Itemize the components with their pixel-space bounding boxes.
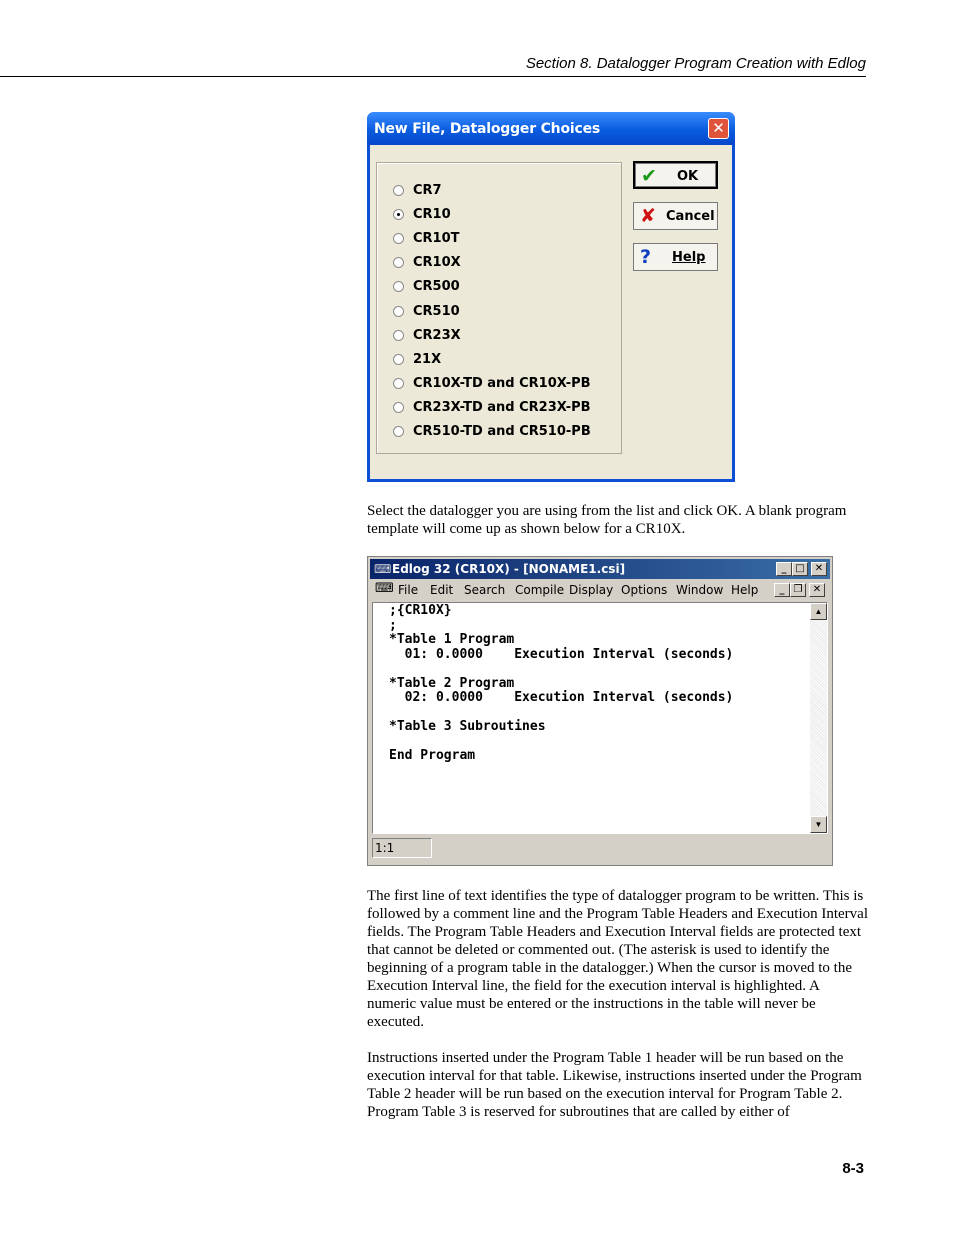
doc-keyboard-icon: ⌨ <box>375 581 394 596</box>
code-line: ; <box>389 617 397 633</box>
status-bar <box>372 838 828 860</box>
edlog-title: Edlog 32 (CR10X) - [NONAME1.csi] <box>392 562 626 576</box>
radio-label: CR510-TD and CR510-PB <box>413 424 591 439</box>
doc-minimize-icon[interactable]: _ <box>774 583 790 597</box>
radio-selected-icon[interactable] <box>393 209 404 220</box>
radio-icon[interactable] <box>393 378 404 389</box>
radio-label: CR10X <box>413 255 461 270</box>
dialog-client-area <box>370 145 732 479</box>
radio-label: CR510 <box>413 304 460 319</box>
radio-icon[interactable] <box>393 185 404 196</box>
menu-bar <box>370 580 830 600</box>
edlog-window <box>367 556 833 866</box>
close-icon[interactable]: ✕ <box>708 118 729 139</box>
radio-option-21x[interactable] <box>393 352 441 370</box>
code-line: 01: 0.0000 Execution Interval (seconds) <box>389 646 734 662</box>
radio-icon[interactable] <box>393 330 404 341</box>
menu-help[interactable]: Help <box>731 583 759 597</box>
menu-file[interactable]: File <box>398 583 419 597</box>
code-line: End Program <box>389 748 476 763</box>
keyboard-icon: ⌨ <box>374 562 392 576</box>
radio-label: CR23X <box>413 328 461 343</box>
radio-label: CR10X-TD and CR10X-PB <box>413 376 591 391</box>
radio-icon[interactable] <box>393 402 404 413</box>
radio-option-cr10x[interactable] <box>393 255 461 273</box>
doc-close-icon[interactable]: ✕ <box>809 583 825 597</box>
radio-icon[interactable] <box>393 306 404 317</box>
radio-icon[interactable] <box>393 257 404 268</box>
edlog-title-bar[interactable] <box>370 559 830 579</box>
radio-option-cr500[interactable] <box>393 279 460 297</box>
paragraph-first-line: The first line of text identifies the type of datalogger program to be written. This is followed by a comment line and the Program Table Headers and Execution Interval fields. The Program Table Headers and Execution Interval fields are protected text that cannot be deleted or commented out. (The asterisk is used to identify the beginning of a program table in the datalogger.) When the cursor is moved to the Execution Interval line, the field for the execution interval is highlighted. A numeric value must be entered or the instructions in the table will never be executed. <box>367 888 869 1030</box>
menu-compile[interactable]: Compile <box>515 583 565 597</box>
code-line: ;{CR10X} <box>389 603 452 618</box>
help-label: Help <box>672 250 706 265</box>
radio-option-cr23x-td[interactable] <box>393 400 591 418</box>
x-mark-icon: ✘ <box>640 205 656 227</box>
radio-label: CR500 <box>413 279 460 294</box>
radio-option-cr510-td[interactable] <box>393 424 591 442</box>
menu-display[interactable]: Display <box>569 583 614 597</box>
code-line: *Table 1 Program <box>389 632 515 647</box>
radio-icon[interactable] <box>393 281 404 292</box>
cancel-label: Cancel <box>666 209 715 224</box>
checkmark-icon: ✔ <box>641 165 657 187</box>
dialog-title-bar[interactable] <box>367 112 735 145</box>
radio-label: CR10 <box>413 207 451 222</box>
radio-icon[interactable] <box>393 354 404 365</box>
menu-window[interactable]: Window <box>676 583 724 597</box>
paragraph-select-datalogger: Select the datalogger you are using from the list and click OK. A blank program template will come up as shown below for a CR10X. <box>367 503 847 537</box>
menu-search[interactable]: Search <box>464 583 506 597</box>
section-header: Section 8. Datalogger Program Creation with Edlog <box>525 55 866 72</box>
page-number: 8-3 <box>842 1160 864 1177</box>
radio-label: 21X <box>413 352 442 367</box>
menu-edit[interactable]: Edit <box>430 583 454 597</box>
radio-option-cr10t[interactable] <box>393 231 460 249</box>
scroll-down-icon[interactable]: ▼ <box>810 816 827 833</box>
cancel-button[interactable] <box>633 202 718 230</box>
program-code[interactable] <box>389 604 733 764</box>
doc-restore-icon[interactable]: ❐ <box>790 583 806 597</box>
code-line: *Table 3 Subroutines <box>389 719 546 734</box>
header-rule <box>0 76 866 77</box>
minimize-icon[interactable]: _ <box>776 562 792 576</box>
scroll-up-icon[interactable]: ▲ <box>810 603 827 620</box>
radio-label: CR7 <box>413 183 442 198</box>
code-line: 02: 0.0000 Execution Interval (seconds) <box>389 690 734 705</box>
code-line: *Table 2 Program <box>389 675 515 691</box>
program-editor[interactable] <box>372 602 828 834</box>
radio-label: CR10T <box>413 231 460 246</box>
radio-icon[interactable] <box>393 426 404 437</box>
cursor-position: 1:1 <box>372 838 432 858</box>
datalogger-options-group <box>376 162 622 454</box>
radio-option-cr7[interactable] <box>393 183 442 201</box>
ok-label: OK <box>677 169 699 184</box>
radio-option-cr23x[interactable] <box>393 328 461 346</box>
dialog-title: New File, Datalogger Choices <box>374 121 600 137</box>
maximize-icon[interactable]: □ <box>792 562 808 576</box>
paragraph-instructions: Instructions inserted under the Program Table 1 header will be run based on the execution interval for that table. Likewise, instructions inserted under the Program Table 2 header will be run based on the execution interval for Program Table 2. Program Table 3 is reserved for subroutines that are called by either of <box>367 1050 862 1120</box>
radio-option-cr10[interactable] <box>393 207 451 225</box>
help-button[interactable] <box>633 243 718 271</box>
radio-option-cr510[interactable] <box>393 304 460 322</box>
datalogger-choices-dialog <box>367 112 735 482</box>
vertical-scrollbar[interactable] <box>810 603 827 833</box>
radio-option-cr10x-td[interactable] <box>393 376 591 394</box>
ok-button[interactable] <box>633 161 718 189</box>
close-icon[interactable]: ✕ <box>811 562 827 576</box>
question-mark-icon: ? <box>640 246 652 268</box>
radio-icon[interactable] <box>393 233 404 244</box>
menu-options[interactable]: Options <box>621 583 668 597</box>
radio-label: CR23X-TD and CR23X-PB <box>413 400 591 415</box>
